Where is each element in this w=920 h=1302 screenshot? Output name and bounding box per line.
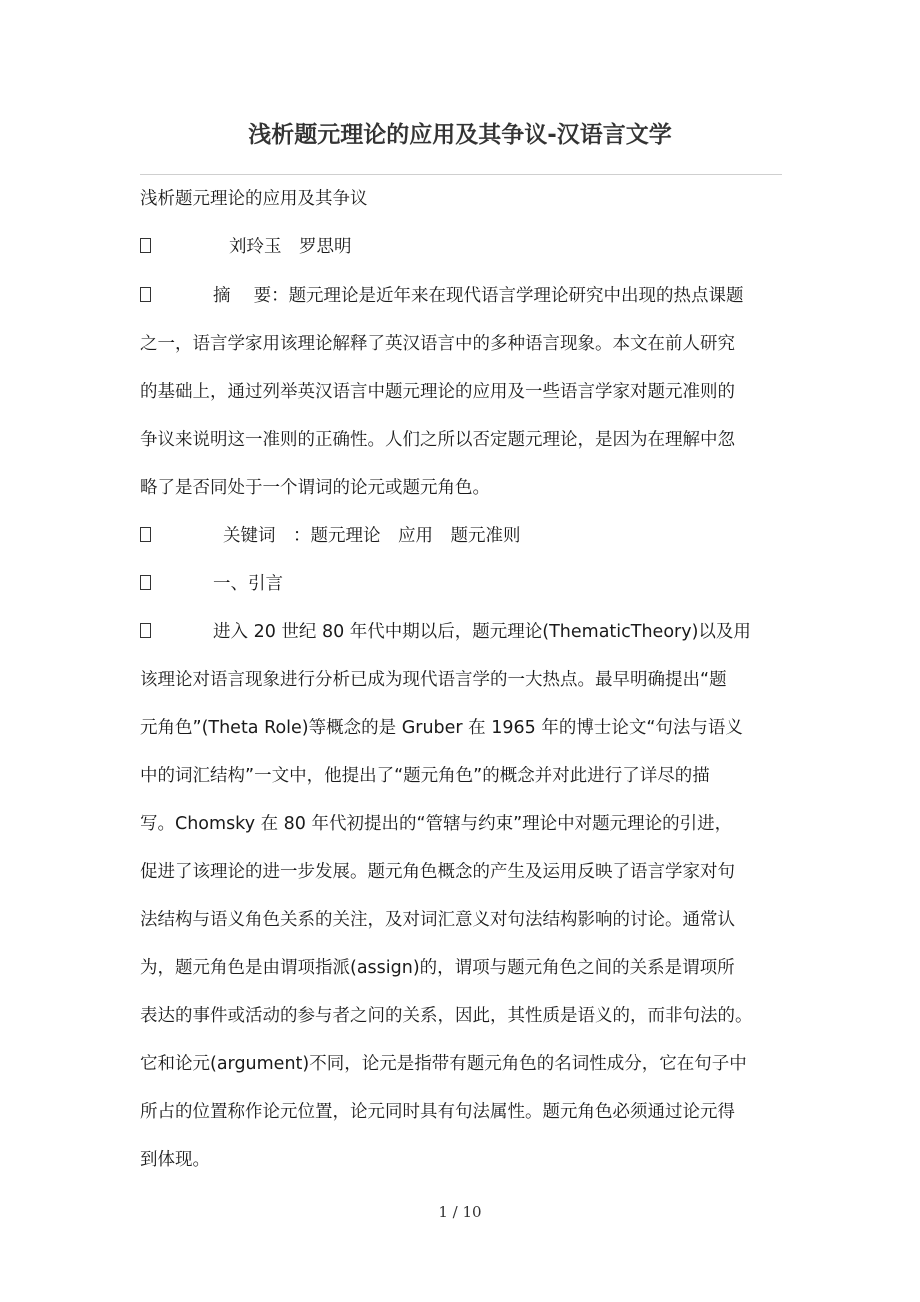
body-line-6: 促进了该理论的进一步发展。题元角色概念的产生及运用反映了语言学家对句	[140, 862, 735, 882]
bullet-box-icon	[140, 527, 151, 542]
subtitle: 浅析题元理论的应用及其争议	[140, 189, 368, 209]
abstract-line-1	[140, 280, 790, 312]
body-line-10: 它和论元(argument)不同，论元是指带有题元角色的名词性成分，它在句子中	[140, 1054, 747, 1074]
body-line-9: 表达的事件或活动的参与者之问的关系，因此，其性质是语义的，而非句法的。	[140, 1006, 753, 1026]
abstract-line-3: 的基础上，通过列举英汉语言中题元理论的应用及一些语言学家对题元准则的	[140, 382, 735, 402]
keywords-label: 关键词 ：	[223, 526, 311, 546]
authors-line	[140, 231, 790, 263]
page-indicator: 1 / 10	[438, 1203, 482, 1221]
body-line-1	[140, 616, 790, 648]
bullet-box-icon	[140, 623, 151, 638]
abstract-line-4: 争议来说明这一准则的正确性。人们之所以否定题元理论，是因为在理解中忽	[140, 430, 735, 450]
body-line-7: 法结构与语义角色关系的关注，及对词汇意义对句法结构影响的讨论。通常认	[140, 910, 735, 930]
bullet-box-icon	[140, 287, 151, 302]
abstract-text: 题元理论是近年来在现代语言学理论研究中出现的热点课题	[288, 286, 744, 306]
section-heading-line	[140, 568, 790, 600]
abstract-line-5: 略了是否同处于一个谓词的论元或题元角色。	[140, 478, 490, 498]
body-line-12: 到体现。	[140, 1150, 210, 1170]
keywords-text: 题元理论 应用 题元准则	[310, 526, 521, 546]
authors: 刘玲玉 罗思明	[229, 237, 352, 257]
title-divider	[140, 174, 782, 175]
body-line-4: 中的词汇结构”一文中，他提出了“题元角色”的概念并对此进行了详尽的描	[140, 766, 710, 786]
body-line-5: 写。Chomsky 在 80 年代初提出的“管辖与约束”理论中对题元理论的引进，	[140, 814, 733, 834]
abstract-label: 摘 要：	[213, 286, 289, 306]
body-text: 进入 20 世纪 80 年代中期以后，题元理论(ThematicTheory)以及用	[213, 622, 751, 642]
body-line-3: 元角色”(Theta Role)等概念的是 Gruber 在 1965 年的博士论文“句法与语义	[140, 718, 743, 738]
bullet-box-icon	[140, 575, 151, 590]
abstract-line-2: 之一，语言学家用该理论解释了英汉语言中的多种语言现象。本文在前人研究	[140, 334, 735, 354]
keywords-line	[140, 520, 790, 552]
body-line-11: 所占的位置称作论元位置，论元同时具有句法属性。题元角色必须通过论元得	[140, 1102, 735, 1122]
section-heading: 一、引言	[213, 574, 283, 594]
document-title: 浅析题元理论的应用及其争议-汉语言文学	[248, 122, 672, 148]
body-line-2: 该理论对语言现象进行分析已成为现代语言学的一大热点。最早明确提出“题	[140, 670, 727, 690]
bullet-box-icon	[140, 238, 151, 253]
body-line-8: 为，题元角色是由谓项指派(assign)的，谓项与题元角色之间的关系是谓项所	[140, 958, 735, 978]
